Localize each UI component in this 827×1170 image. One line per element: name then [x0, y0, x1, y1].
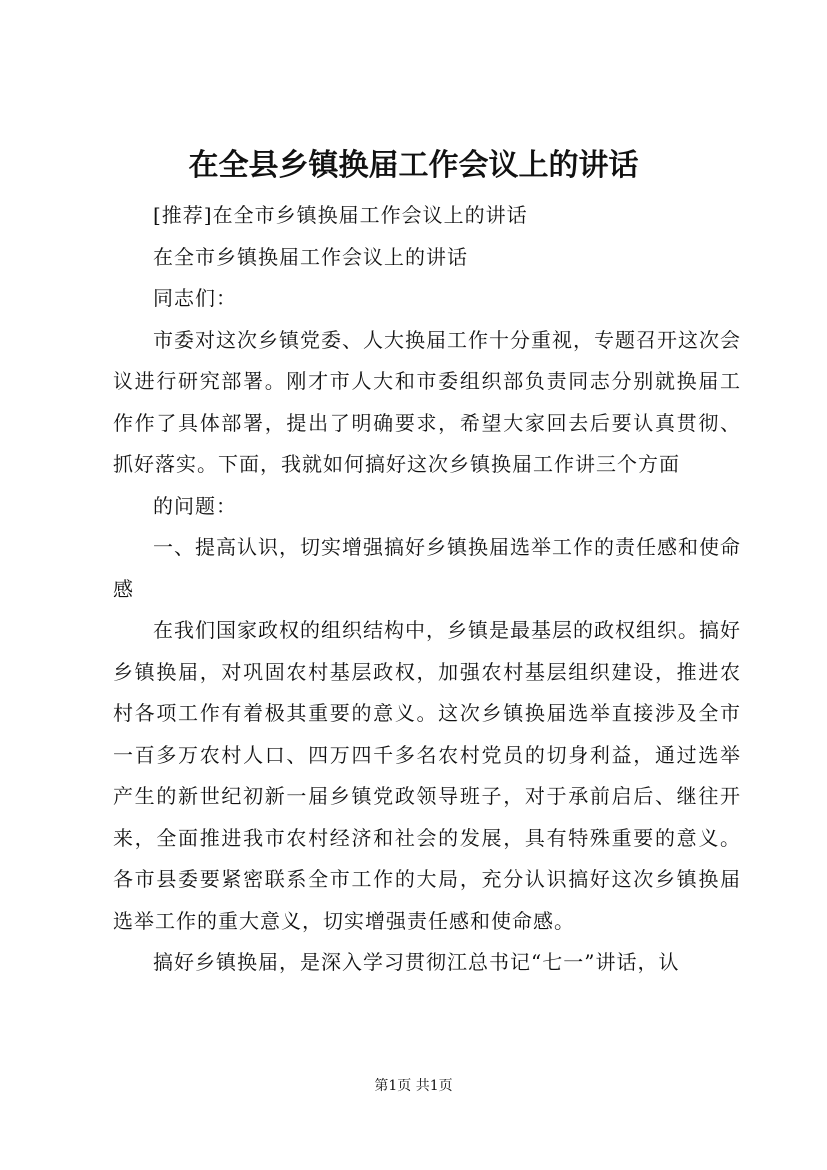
paragraph-speech-heading: 在全市乡镇换届工作会议上的讲话 — [153, 244, 468, 269]
paragraph-section-one-continued: 搞好乡镇换届，是深入学习贯彻江总书记“七一”讲话，认 — [153, 950, 680, 974]
paragraph-intro: 市委对这次乡镇党委、人大换届工作十分重视，专题召开这次会议进行研究部署。刚才市人大和市委组织部负责同志分别就换届工作作了具体部署，提出了明确要求，希望大家回去后要认真贯彻、抓好落实。下面，我就如何搞好这次乡镇换届工作讲三个方面 — [113, 327, 741, 476]
document-title: 在全县乡镇换届工作会议上的讲话 — [188, 148, 639, 183]
paragraph-section-one-heading: 一、提高认识，切实增强搞好乡镇换届选举工作的责任感和使命感 — [113, 535, 741, 601]
document-body — [113, 195, 741, 984]
page-footer: 第1页 共1页 — [374, 1078, 453, 1094]
paragraph-intro-continued: 的问题： — [153, 493, 237, 518]
paragraph-section-one-body: 在我们国家政权的组织结构中，乡镇是最基层的政权组织。搞好乡镇换届，对巩固农村基层政权，加强农村基层组织建设，推进农村各项工作有着极其重要的意义。这次乡镇换届选举直接涉及全市一百多万农村人口、四万四千多名农村党员的切身利益，通过选举产生的新世纪初新一届乡镇党政领导班子，对于承前启后、继往开来，全面推进我市农村经济和社会的发展，具有特殊重要的意义。各市县委要紧密联系全市工作的大局，充分认识搞好这次乡镇换届选举工作的重大意义，切实增强责任感和使命感。 — [113, 618, 741, 933]
paragraph-salutation: 同志们： — [153, 286, 237, 310]
paragraph-recommended-heading: [推荐]在全市乡镇换届工作会议上的讲话 — [153, 203, 528, 227]
